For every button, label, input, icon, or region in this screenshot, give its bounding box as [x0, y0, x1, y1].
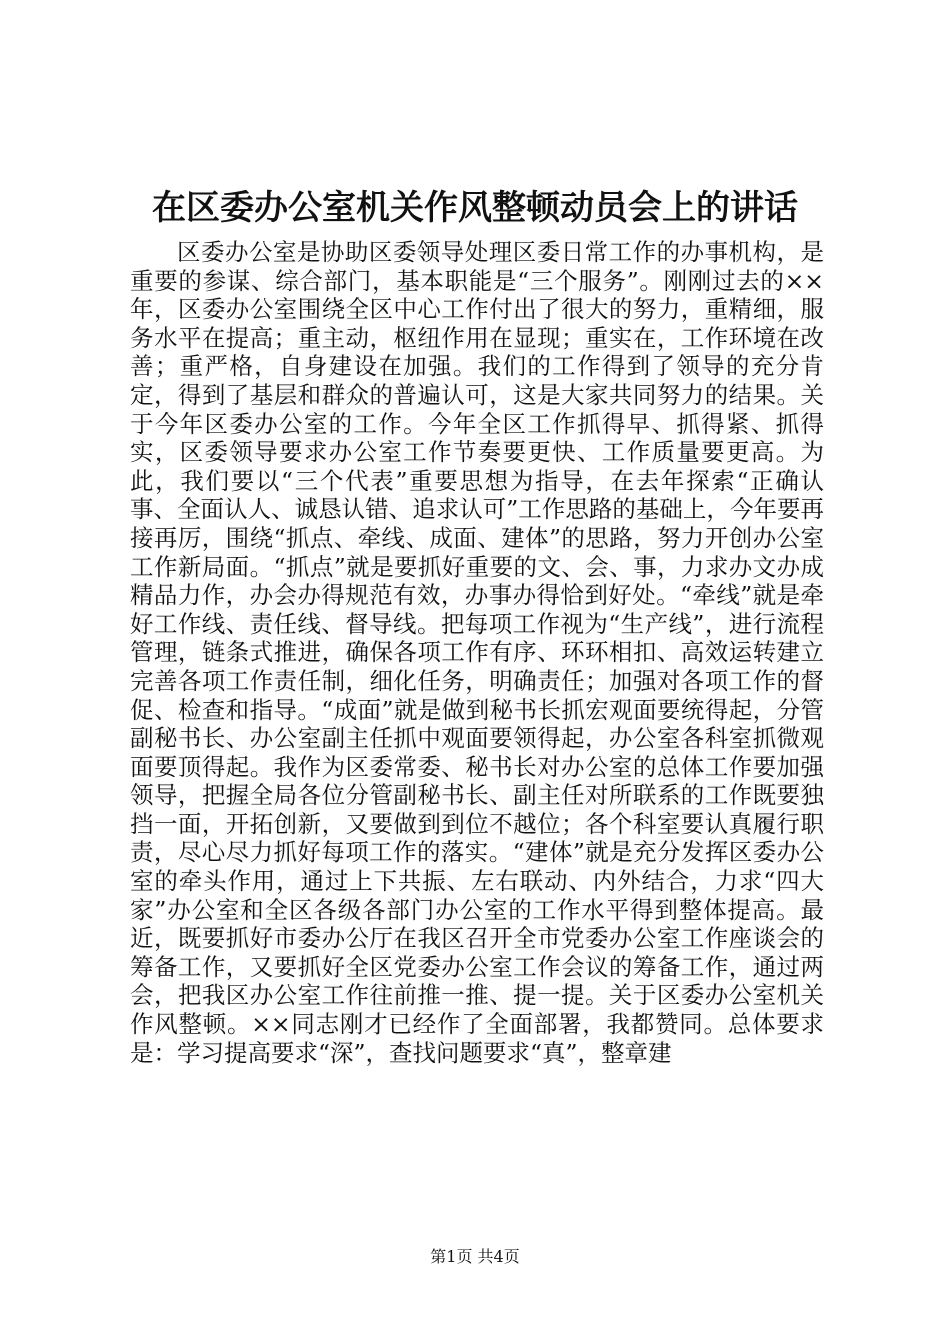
- document-body-paragraph: 区委办公室是协助区委领导处理区委日常工作的办事机构，是重要的参谋、综合部门，基本职能是“三个服务”。刚刚过去的××年，区委办公室围绕全区中心工作付出了很大的努力，重精细，服务水平在提高；重主动，枢纽作用在显现；重实在，工作环境在改善；重严格，自身建设在加强。我们的工作得到了领导的充分肯定，得到了基层和群众的普遍认可，这是大家共同努力的结果。关于今年区委办公室的工作。今年全区工作抓得早、抓得紧、抓得实，区委领导要求办公室工作节奏要更快、工作质量要更高。为此，我们要以“三个代表”重要思想为指导，在去年探索“正确认事、全面认人、诚恳认错、追求认可”工作思路的基础上，今年要再接再厉，围绕“抓点、牵线、成面、建体”的思路，努力开创办公室工作新局面。“抓点”就是要抓好重要的文、会、事，力求办文办成精品力作，办会办得规范有效，办事办得恰到好处。“牵线”就是牵好工作线、责任线、督导线。把每项工作视为“生产线”，进行流程管理，链条式推进，确保各项工作有序、环环相扣、高效运转建立完善各项工作责任制，细化任务，明确责任；加强对各项工作的督促、检查和指导。“成面”就是做到秘书长抓宏观面要统得起，分管副秘书长、办公室副主任抓中观面要领得起，办公室各科室抓微观面要顶得起。我作为区委常委、秘书长对办公室的总体工作要加强领导，把握全局各位分管副秘书长、副主任对所联系的工作既要独挡一面，开拓创新，又要做到到位不越位；各个科室要认真履行职责，尽心尽力抓好每项工作的落实。“建体”就是充分发挥区委办公室的牵头作用，通过上下共振、左右联动、内外结合，力求“四大家”办公室和全区各级各部门办公室的工作水平得到整体提高。最近，既要抓好市委办公厅在我区召开全市党委办公室工作座谈会的筹备工作，又要抓好全区党委办公室工作会议的筹备工作，通过两会，把我区办公室工作往前推一推、提一提。关于区委办公室机关作风整顿。××同志刚才已经作了全面部署，我都赞同。总体要求是：学习提高要求“深”，查找问题要求“真”，整章建: [130, 238, 824, 1067]
- page-number-footer: 第1页 共4页: [430, 1247, 520, 1266]
- document-title: 在区委办公室机关作风整顿动员会上的讲话: [152, 188, 798, 228]
